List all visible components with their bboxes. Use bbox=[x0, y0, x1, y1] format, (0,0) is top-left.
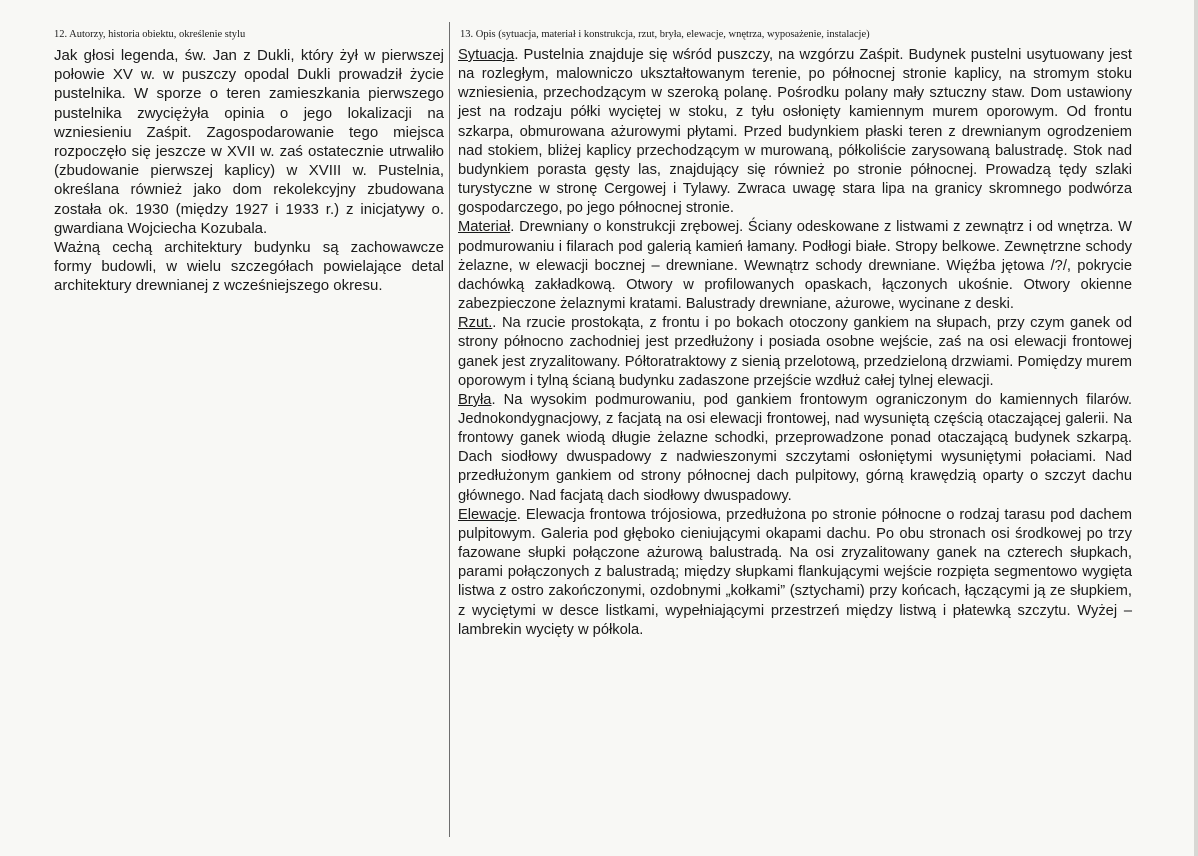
section-text: . Elewacja frontowa trójosiowa, przedłużona po stronie północne o rodzaj tarasu pod dachem pulpitowym. Galeria pod głęboko cieniującymi okapami dachu. Po obu stronach osi środkowej po trzy fazowane słupki połączone ażurową balustradą. Na osi zryzalitowany ganek na czterech słupkach, parami połączonych z balustradą; między słupkami flankującymi wejście rozpięta segmentowo wygięta listwa z ostro zakończonymi, ozdobnymi „kołkami” (sztychami) przy końcach, łączącymi ją ze słupkiem, z wyciętymi w desce listkami, wypełniającymi przestrzeń między listwą i płatewką szczytu. Wyżej – lambrekin wycięty w półkola. bbox=[458, 506, 1132, 638]
scan-edge bbox=[1194, 0, 1198, 856]
section-text: . Na wysokim podmurowaniu, pod gankiem frontowym ograniczonym do kamiennych filarów. Jednokondygnacjowy, z facjatą na osi elewacji frontowej, nad wysuniętą częścią otaczającej galerii. Na frontowy ganek wiodą długie żelazne schodki, przeprowadzone ponad otaczającą budynek szkarpą. Dach siodłowy dwuspadowy z nadwieszonymi szczytami osłoniętymi wysuniętymi połaciami. Nad przedłużonym gankiem od strony północnej dach pulpitowy, górną krawędzią oparty o szczyt dachu głównego. Nad facjatą dach siodłowy dwuspadowy. bbox=[458, 391, 1132, 504]
left-column-body bbox=[54, 46, 444, 296]
right-column-header: 13. Opis (sytuacja, materiał i konstrukcja, rzut, bryła, elewacje, wnętrza, wyposażenie, instalacje) bbox=[460, 29, 870, 40]
section-material bbox=[458, 218, 1132, 314]
section-bryla bbox=[458, 391, 1132, 506]
section-elewacje bbox=[458, 506, 1132, 640]
column-divider bbox=[449, 22, 450, 837]
section-text: . Na rzucie prostokąta, z frontu i po bokach otoczony gankiem na słupach, przy czym ganek od strony północno zachodniej jest przedłużony i posiada osobne wejście, zaś na osi elewacji frontowej ganek jest zryzalitowany. Półtoratraktowy z sienią przelotową, przedzieloną drzwiami. Pomiędzy murem oporowym i tylną ścianą budynku zadaszone przejście wzdłuż całej tylnej elewacji. bbox=[458, 315, 1132, 389]
section-label: Materiał bbox=[458, 219, 511, 236]
left-column-header: 12. Autorzy, historia obiektu, określenie stylu bbox=[54, 29, 246, 40]
left-column bbox=[54, 28, 444, 296]
section-label: Bryła bbox=[458, 391, 492, 408]
history-paragraph: Jak głosi legenda, św. Jan z Dukli, który żył w pierwszej połowie XV w. w puszczy opodal Dukli prowadził życie pustelnika. W sporze o teren zamieszkania pierwszego pustelnika zwyciężyła opinia o jego lokalizacji na wzniesieniu Zaśpit. Zagospodarowanie tego miejsca rozpoczęło się jeszcze w XVII w. zaś ostatecznie utrwaliło (zbudowanie pierwszej kaplicy) w XVIII w. Pustelnia, określana również jako dom rekolekcyjny zbudowana została ok. 1930 (między 1927 i 1933 r.) z inicjatywy o. gwardiana Wojciecha Kozubala. bbox=[54, 47, 444, 237]
section-text: . Drewniany o konstrukcji zrębowej. Ściany odeskowane z listwami z zewnątrz i od wnętrza. W podmurowaniu i filarach pod galerią kamień łamany. Podłogi białe. Stropy belkowe. Zewnętrzne schody żelazne, w elewacji bocznej – drewniane. Wewnątrz schody drewniane. Więźba jętowa /?/, pokrycie dachówką zakładkową. Otwory w profilowanych opaskach, łączonych ukośnie. Otwory okienne zabezpieczone żelaznymi kratami. Balustrady drewniane, ażurowe, wycinane z deski. bbox=[458, 219, 1132, 313]
section-label: Sytuacja bbox=[458, 47, 515, 63]
right-column bbox=[458, 28, 1132, 640]
style-paragraph: Ważną cechą architektury budynku są zachowawcze formy budowli, w wielu szczegółach powielające detal architektury drewnianej z wcześniejszego okresu. bbox=[54, 239, 444, 295]
right-column-body bbox=[458, 46, 1132, 640]
section-sytuacja bbox=[458, 46, 1132, 218]
section-text: . Pustelnia znajduje się wśród puszczy, na wzgórzu Zaśpit. Budynek pustelni usytuowany jest na rozległym, malowniczo ukształtowanym terenie, po północnej stronie kaplicy, na stromym stoku wzniesienia, przechodzącym w szeroką polanę. Pośrodku polany mały sztuczny staw. Dom ustawiony jest na rodzaju półki wyciętej w stoku, z tyłu osłonięty kamiennym murem oporowym. Od frontu szkarpa, obmurowana ażurowymi płytami. Przed budynkiem płaski teren z drewnianym ogrodzeniem nad stokiem, bliżej kaplicy przechodzącym w murowaną, półkoliście zarysowaną balustradę. Stok nad budynkiem porasta gęsty las, znajdujący się również po stronie północnej. Prowadzą tędy szlaki turystyczne w stronę Cergowej i Tylawy. Zwraca uwagę stara lipa na granicy skromnego podwórza gospodarczego, po jego północnej stronie. bbox=[458, 47, 1132, 217]
section-rzut bbox=[458, 314, 1132, 391]
section-label: Elewacje bbox=[458, 506, 517, 523]
section-label: Rzut. bbox=[458, 315, 493, 332]
